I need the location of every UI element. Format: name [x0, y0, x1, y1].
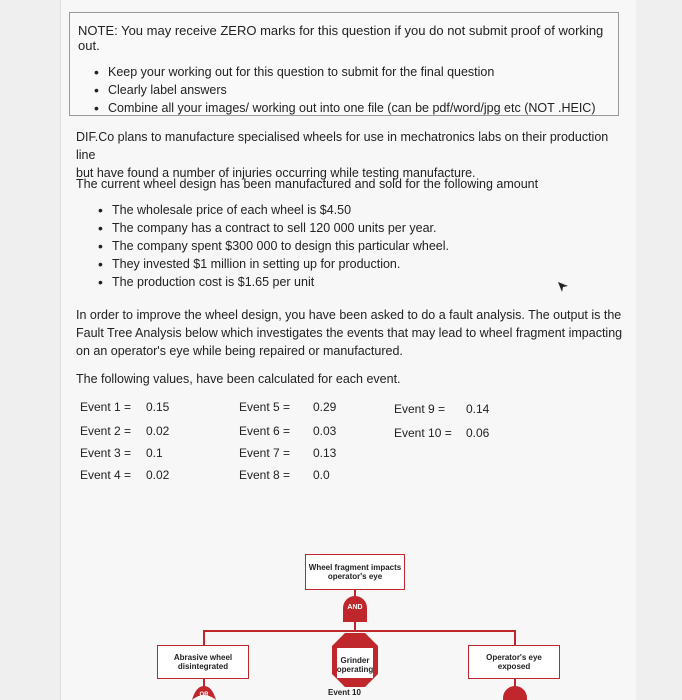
- note-bullet-list: [78, 63, 610, 117]
- note-bullet: • Combine all your images/ working out into one file (can be pdf/word/jpg etc (NOT .HEIC): [94, 99, 610, 117]
- fault-line: on an operator's eye while being repaired or manufactured.: [76, 344, 403, 358]
- event-row: [80, 400, 169, 414]
- fault-tree-abrasive-wheel-event: Abrasive wheel disintegrated: [157, 645, 249, 679]
- event-label: Event 2 =: [80, 424, 132, 438]
- event-value: 0.13: [313, 446, 337, 460]
- event-row: [394, 402, 489, 416]
- facts-list: [82, 201, 449, 291]
- event-value: 0.03: [313, 424, 337, 438]
- fault-line: In order to improve the wheel design, you have been asked to do a fault analysis. The output is the: [76, 308, 622, 322]
- event-label: Event 9 =: [394, 402, 446, 416]
- event-value: 0.14: [466, 402, 490, 416]
- intro-line: DIF.Co plans to manufacture specialised wheels for use in mechatronics labs on their production line: [76, 130, 609, 162]
- fact-item: • The company has a contract to sell 120 000 units per year.: [98, 219, 449, 237]
- note-bullet: • Clearly label answers: [94, 81, 610, 99]
- event-row: [80, 468, 169, 482]
- event-label: Event 4 =: [80, 468, 132, 482]
- event-label: Event 6 =: [239, 424, 291, 438]
- fault-tree-top-event: Wheel fragment impacts operator's eye: [305, 554, 405, 590]
- event-label: Event 7 =: [239, 446, 291, 460]
- values-heading: The following values, have been calculated for each event.: [76, 372, 401, 386]
- event-row: [239, 446, 336, 460]
- mouse-cursor-icon: [556, 280, 570, 294]
- fault-line: Fault Tree Analysis below which investigates the events that may lead to wheel fragment impacting: [76, 326, 623, 340]
- event-row: [239, 400, 336, 414]
- event-label: Event 5 =: [239, 400, 291, 414]
- intro-paragraph: [76, 128, 626, 182]
- and-gate-label: AND: [347, 604, 363, 611]
- fact-item: • They invested $1 million in setting up for production.: [98, 255, 449, 273]
- event-label: Event 1 =: [80, 400, 132, 414]
- connector-line: [514, 630, 516, 646]
- connector-line: [203, 630, 205, 646]
- event-row: [394, 426, 489, 440]
- fault-paragraph: [76, 306, 626, 360]
- event-value: 0.29: [313, 400, 337, 414]
- fact-item: • The wholesale price of each wheel is $4.50: [98, 201, 449, 219]
- event-label: Event 8 =: [239, 468, 291, 482]
- gate-icon: [501, 686, 529, 700]
- fault-tree-grinder-event: Grinder operating: [336, 656, 374, 674]
- fact-item: • The production cost is $1.65 per unit: [98, 273, 449, 291]
- event-value: 0.1: [146, 446, 163, 460]
- event-value: 0.15: [146, 400, 170, 414]
- intro-line: but have found a number of injuries occurring while testing manufacture.: [76, 166, 476, 180]
- event-row: [80, 424, 169, 438]
- event-value: 0.0: [313, 468, 330, 482]
- note-box: [69, 12, 619, 116]
- note-bullet: • Keep your working out for this question to submit for the final question: [94, 63, 610, 81]
- event-value: 0.02: [146, 468, 170, 482]
- event-row: [239, 424, 336, 438]
- or-gate-label: OR: [199, 692, 209, 698]
- event-value: 0.06: [466, 426, 490, 440]
- event-label: Event 10 =: [394, 426, 452, 440]
- fault-tree-operator-eye-event: Operator's eye exposed: [468, 645, 560, 679]
- event-row: [80, 446, 163, 460]
- event-value: 0.02: [146, 424, 170, 438]
- note-title: NOTE: You may receive ZERO marks for this question if you do not submit proof of working out.: [78, 23, 604, 53]
- event-row: [239, 468, 330, 482]
- event-label: Event 3 =: [80, 446, 132, 460]
- event-10-label: Event 10: [328, 688, 361, 697]
- current-heading: The current wheel design has been manufactured and sold for the following amount: [76, 177, 539, 191]
- fact-item: • The company spent $300 000 to design this particular wheel.: [98, 237, 449, 255]
